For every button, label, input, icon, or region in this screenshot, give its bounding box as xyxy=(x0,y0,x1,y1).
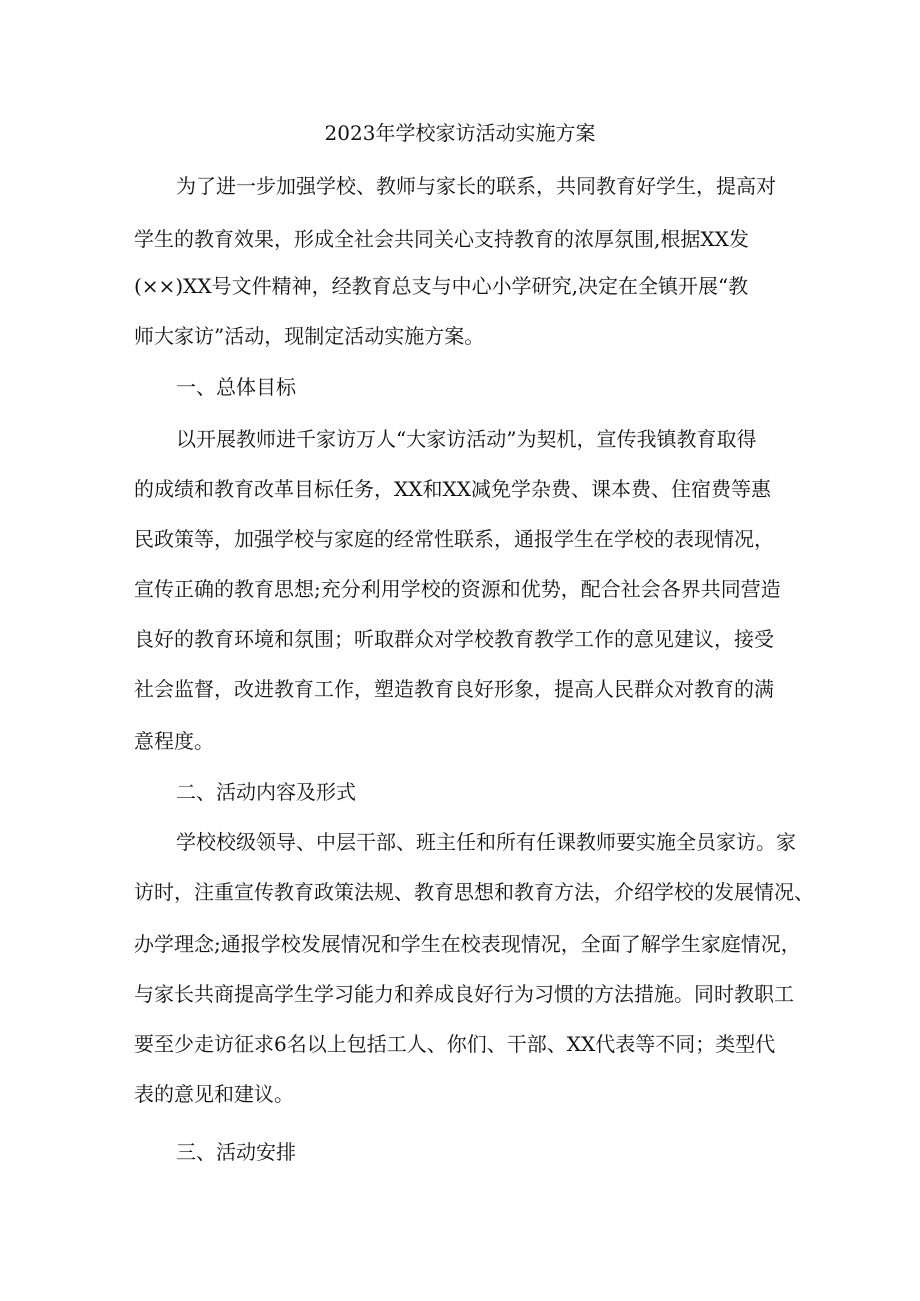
paragraph-line: 师大家访”活动，现制定活动实施方案。 xyxy=(134,324,485,348)
paragraph-line: 民政策等，加强学校与家庭的经常性联系，通报学生在学校的表现情况， xyxy=(134,527,774,551)
document-title: 2023年学校家访活动实施方案 xyxy=(324,121,596,145)
paragraph-line: 社会监督，改进教育工作，塑造教育良好形象，提高人民群众对教育的满 xyxy=(134,677,774,701)
paragraph-line: 意程度。 xyxy=(134,729,214,753)
paragraph-line: 以开展教师进千家访万人“大家访活动”为契机，宣传我镇教育取得 xyxy=(176,427,757,451)
paragraph-line: 表的意见和建议。 xyxy=(134,1082,294,1106)
paragraph-line: 办学理念;通报学校发展情况和学生在校表现情况，全面了解学生家庭情况， xyxy=(134,932,801,956)
paragraph-line: 访时，注重宣传教育政策法规、教育思想和教育方法，介绍学校的发展情况、 xyxy=(134,880,814,904)
paragraph-line: 的成绩和教育改革目标任务，XX和XX减免学杂费、课本费、住宿费等惠 xyxy=(134,477,771,501)
paragraph-line: 宣传正确的教育思想;充分利用学校的资源和优势，配合社会各界共同营造 xyxy=(134,577,781,601)
section-heading: 三、活动安排 xyxy=(176,1140,296,1164)
paragraph-line: 与家长共商提高学生学习能力和养成良好行为习惯的方法措施。同时教职工 xyxy=(134,982,794,1006)
paragraph-line: 学校校级领导、中层干部、班主任和所有任课教师要实施全员家访。家 xyxy=(176,830,796,854)
paragraph-line: (××)XX号文件精神，经教育总支与中心小学研究,决定在全镇开展“教 xyxy=(134,274,749,298)
section-heading: 一、总体目标 xyxy=(176,375,296,399)
paragraph-line: 良好的教育环境和氛围；听取群众对学校教育教学工作的意见建议，接受 xyxy=(134,627,774,651)
paragraph-line: 要至少走访征求6名以上包括工人、你们、干部、XX代表等不同；类型代 xyxy=(134,1032,776,1056)
paragraph-line: 为了进一步加强学校、教师与家长的联系，共同教育好学生，提高对 xyxy=(176,174,776,198)
section-heading: 二、活动内容及形式 xyxy=(176,780,356,804)
paragraph-line: 学生的教育效果，形成全社会共同关心支持教育的浓厚氛围,根据XX发 xyxy=(134,227,749,251)
